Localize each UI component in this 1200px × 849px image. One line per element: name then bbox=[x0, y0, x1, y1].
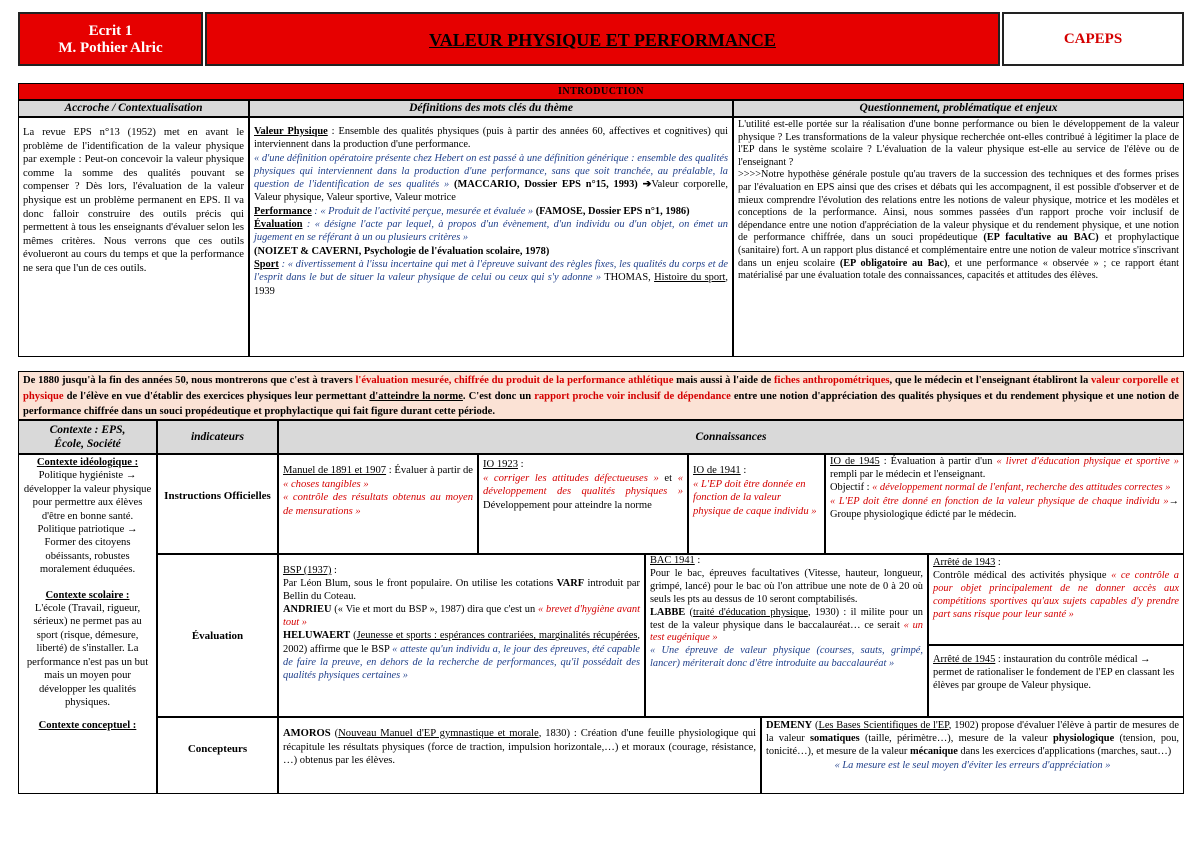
ev2-a: Pour le bac, épreuves facultatives (Vitesse, hauteur, longueur, grimpé, lancé) pour le bac où l'on attribue une note de 0 à 20 où seuls les pts au dessus de 10 seront comptabilisés. bbox=[650, 567, 923, 605]
io4-c: rempli par le médecin et l'enseignant. bbox=[830, 469, 986, 481]
def-vp-after: Valeur corporelle, Valeur physique, Valeur sportive, Valeur motrice bbox=[254, 179, 728, 204]
indicator-io-label: Instructions Officielles bbox=[164, 490, 271, 502]
def-perf-ref: (FAMOSE, Dossier EPS n°1, 1986) bbox=[533, 205, 690, 217]
co1-name: AMOROS bbox=[283, 728, 331, 739]
ev2-f: « Une épreuve de valeur physique (courses, sauts, grimpé, lancer) mériterait donc d'être introduite au baccalauréat » bbox=[650, 645, 923, 670]
io-cell-1945 bbox=[825, 454, 1184, 554]
accroche-text: La revue EPS n°13 (1952) met en avant le problème de l'identification de la valeur physique par exemple : Peut-on concevoir la valeur physique comme la somme des qualités pouvant se compenser ? Dès lors, l'évaluation de la valeur physique est un problème permanent en EPS. Il va donc falloir construire des outils précis qui permettent à tous les enseignants d'évaluer selon les mêmes critères. Nous verrons que ces outils évolueront au cours du temps et que la performance ne sera que l'un de ces outils. bbox=[23, 127, 244, 274]
ctx-conc-title: Contexte conceptuel : bbox=[38, 720, 137, 732]
eval-cell-1943: Arrêté de 1943 : Contrôle médical des activités physique « ce contrôle a pour objet principalement de ne donner accès aux compétitions sportives qu'aux sujets capables d'y prendre part sans risque pour leur santé » bbox=[928, 554, 1184, 645]
period-d: mais aussi à l'aide de bbox=[673, 375, 774, 386]
ev3-a: Contrôle médical des activités physique bbox=[933, 570, 1112, 581]
head-context-line1: Contexte : EPS, bbox=[49, 424, 126, 436]
period-c: performance athlétique bbox=[567, 375, 674, 386]
ev1-g: HELUWAERT bbox=[283, 630, 351, 642]
intro-col1-head: Accroche / Contextualisation bbox=[18, 100, 249, 117]
ctx-scol-text: L'école (Travail, rigueur, sérieux) ne permet pas au sport (risque, démesure, liberté) de s'installer. La performance n'est pas un but mais un moyen pour développer les qualités physiques. bbox=[26, 603, 149, 708]
ev1-j: « atteste qu'un individu a, le jour des épreuves, été capable de faire la preuve, en dehors de la recherche de performances, qu'il possédait des qualités physiques certaines » bbox=[283, 643, 640, 681]
ev1-a: Par Léon Blum, sous le front populaire. On utilise les cotations bbox=[283, 578, 557, 590]
grid-head-connaissances bbox=[278, 420, 1184, 454]
io3-a: « L'EP doit être donnée en fonction de la valeur physique de caque individu » bbox=[693, 478, 817, 517]
io2-b: et bbox=[658, 472, 678, 484]
co2-h: « La mesure est le seul moyen d'éviter les erreurs d'appréciation » bbox=[834, 759, 1111, 771]
intro-definitions bbox=[249, 117, 733, 357]
ev2-d: , 1930) : il milite pour un test de la valeur physique dans le baccalauréat… ce serait bbox=[650, 606, 924, 631]
period-f: , que le médecin et l'enseignant établiront la bbox=[889, 375, 1091, 386]
co2-d: physiologique bbox=[1052, 733, 1115, 745]
hypothesis-c: et prophylactique (sanitaire) fort. A un rapport plus distancé et complémentaire entre une notion de valeur motrice s'inscrivant dans un enjeu scolaire bbox=[738, 232, 1179, 269]
ev1-title: BSP (1937) bbox=[283, 565, 332, 576]
eval-cell-1945 bbox=[928, 645, 1184, 717]
page-title: VALEUR PHYSIQUE ET PERFORMANCE bbox=[429, 30, 776, 50]
ev1-e: (« Vie et mort du BSP », 1987) dira que c'est un bbox=[331, 604, 539, 616]
ev4-a: : instauration du contrôle médical → permet de rationaliser le fondement de l'EP en classant les élèves par groupe de Valeur physique. bbox=[933, 654, 1175, 691]
def-sport-ref-c: , 1939 bbox=[254, 272, 729, 297]
io2-d: Développement pour atteindre la norme bbox=[483, 499, 652, 511]
def-vp-text: : Ensemble des qualités physiques (puis à partir des années 60, affectives et cognitives) qui interviennent dans la production d'une performance. bbox=[254, 126, 729, 151]
hypothesis-b: (EP facultative au BAC) bbox=[983, 232, 1099, 244]
indicator-io bbox=[157, 454, 278, 554]
indicator-conc-label: Concepteurs bbox=[187, 743, 248, 755]
def-sport-term: Sport bbox=[254, 258, 279, 270]
indicator-eval-label: Évaluation bbox=[191, 630, 244, 642]
io-cell-1891 bbox=[278, 454, 478, 554]
intro-col2-head: Définitions des mots clés du thème bbox=[249, 100, 733, 117]
intro-col3-head: Questionnement, problématique et enjeux bbox=[733, 100, 1184, 117]
ctx-ideo-1: Politique hygiéniste → développer la valeur physique pour permettre aux élèves d'être en bonne santé. bbox=[23, 470, 152, 522]
intro-title-bar bbox=[18, 83, 1184, 100]
grid-head-indicateurs bbox=[157, 420, 278, 454]
ev2-e: « un test eugénique » bbox=[650, 619, 923, 644]
question-text: L'utilité est-elle portée sur la réalisation d'une bonne performance ou bien le développement de la valeur physique ? Les transformations de la valeur physique recherchée ont-elles contribué à légitimer la place de l'EP dans le système scolaire ? L'évaluation de la valeur physique est-elle au service de l'élève ou de l'enseignant ? bbox=[738, 119, 1179, 168]
concepteur-amoros: AMOROS (Nouveau Manuel d'EP gymnastique et morale, 1830) : Création d'une feuille physiologique qui récapitule les résultats physiques (force de traction, impulsion horizontale,…) et moraux (courage, résistance, …) obtenus par les élèves. bbox=[278, 717, 761, 794]
def-eval-ref: (NOIZET & CAVERNI, Psychologie de l'évaluation scolaire, 1978) bbox=[254, 245, 550, 257]
period-k: rapport proche voir inclusif de dépendance bbox=[534, 390, 731, 402]
ctx-ideo-title: Contexte idéologique : bbox=[36, 457, 139, 468]
ctx-ideo-2: Politique patriotique → Former des citoyens obéissants, robustes moralement éduquées. bbox=[37, 524, 138, 576]
io4-f: « L'EP doit être donné en fonction de la valeur physique de chaque individu » bbox=[830, 495, 1169, 507]
io-cell-1941: IO de 1941 : « L'EP doit être donnée en fonction de la valeur physique de caque individu » bbox=[688, 454, 825, 554]
period-b: l'évaluation mesurée, chiffrée du produit de la bbox=[355, 375, 568, 386]
period-banner bbox=[18, 371, 1184, 420]
ev2-c: traité d'éducation physique bbox=[693, 606, 808, 618]
ev3-b: « ce contrôle a pour objet principalement de ne donner accès aux compétitions sportives qu'aux sujets capables d'y prendre part sans risque pour leur santé » bbox=[933, 570, 1179, 620]
io4-b: « livret d'éducation physique et sportive » bbox=[996, 456, 1179, 467]
grid-head-context bbox=[18, 420, 157, 454]
concepteur-demeny: DEMENY (Les Bases Scientifiques de l'EP, 1902) propose d'évaluer l'élève à partir de mesures de la valeur somatiques (taille, périmètre…), mesure de la valeur physiologique (tension, pou, tonicité…), et mesure de la valeur mécanique dans les exercices d'applications (marches, saut…) « La mesure est le seul moyen d'éviter les erreurs d'appréciation » bbox=[761, 717, 1184, 794]
ev1-d: ANDRIEU bbox=[283, 604, 332, 616]
intro-title: INTRODUCTION bbox=[557, 86, 644, 97]
head-indicateurs: indicateurs bbox=[190, 431, 245, 443]
intro-accroche bbox=[18, 117, 249, 357]
io2-a: « corriger les attitudes défectueuses » bbox=[483, 472, 659, 484]
eval-cell-bac: BAC 1941 : Pour le bac, épreuves facultatives (Vitesse, hauteur, longueur, grimpé, lancé) pour le bac où l'on attribue une note de 0 à 20 où seuls les pts au dessus de 10 seront comptabilisés. LABBE (traité d'éducation physique, 1930) : il milite pour un test de la valeur physique dans le baccalauréat… ce serait « un test eugénique » « Une épreuve de valeur physique (courses, sauts, grimpé, lancer) mériterait donc d'être introduite au baccalauréat » bbox=[645, 554, 928, 717]
def-vp-quote: « d'une définition opératoire présente chez Hebert on est passé à une définition générique : ensemble des qualités physiques qui interviennent dans la production d'une performance, sans que soit tranchée, au préalable, la question de l'identification de ses qualités » bbox=[254, 152, 728, 191]
ev1-c: introduit par Bellin du Coteau. bbox=[283, 578, 640, 603]
io1-title: Manuel de 1891 et 1907 bbox=[283, 465, 387, 476]
indicator-concepteurs bbox=[157, 717, 278, 794]
io1-c: « contrôle des résultats obtenus au moyen de mensurations » bbox=[283, 492, 473, 517]
def-perf-quote: : « Produit de l'activité perçue, mesurée et évaluée » bbox=[311, 205, 534, 217]
header-course: Ecrit 1 bbox=[88, 23, 133, 39]
io-cell-1923: IO 1923 : « corriger les attitudes défectueuses » et « développement des qualités physiques » Développement pour atteindre la norme bbox=[478, 454, 688, 554]
ev2-b: LABBE bbox=[650, 606, 686, 618]
header-right-box bbox=[1002, 12, 1184, 66]
io2-c: « développement des qualités physiques » bbox=[483, 472, 683, 498]
period-a: De 1880 jusqu'à la fin des années 50, nous montrerons que c'est à travers bbox=[23, 375, 356, 386]
period-l: entre une notion d'appréciation des qualités physiques et du rendement physique et une notion de performance chiffrée dans un souci propédeutique et prophylactique qui fait figure durant cette période. bbox=[23, 390, 1179, 417]
header-exam: CAPEPS bbox=[1063, 31, 1123, 47]
period-g: valeur corporelle et physique bbox=[23, 375, 1180, 402]
ev1-b: VARF bbox=[556, 578, 585, 590]
ev1-f: « brevet d'hygiène avant tout » bbox=[283, 604, 641, 629]
period-e: fiches anthropométriques bbox=[773, 375, 890, 386]
ctx-scol-title: Contexte scolaire : bbox=[45, 589, 130, 601]
co2-g: dans les exercices d'applications (marches, saut…) bbox=[957, 746, 1172, 758]
io4-title: IO de 1945 bbox=[830, 456, 880, 467]
io3-title: IO de 1941 bbox=[693, 465, 741, 476]
header-title-box bbox=[205, 12, 1000, 66]
co1-a: , 1830) : Création d'une feuille physiologique qui récapitule les résultats physiques (force de traction, impulsion horizontale,…) et moraux (courage, résistance, …) obtenus par les élèves. bbox=[283, 728, 757, 767]
io2-title: IO 1923 bbox=[483, 459, 519, 470]
header-left-box bbox=[18, 12, 203, 66]
arrow-icon: ➔ bbox=[642, 179, 652, 191]
def-eval-quote: : « désigne l'acte par lequel, à propos d'un évènement, d'un individu ou d'un objet, on émet un jugement en se référant à un ou plusieurs critères » bbox=[254, 219, 728, 244]
io4-d: Objectif : bbox=[830, 482, 873, 494]
eval-cell-bsp: BSP (1937) : Par Léon Blum, sous le front populaire. On utilise les cotations VARF introduit par Bellin du Coteau. ANDRIEU (« Vie et mort du BSP », 1987) dira que c'est un « brevet d'hygiène avant tout » HELUWAERT (Jeunesse et sports : espérances contrariées, marginalités récupérées, 2002) affirme que le BSP « atteste qu'un individu a, le jour des épreuves, été capable de faire la preuve, en dehors de la recherche de performances, qu'il possédait des qualités physiques certaines » bbox=[278, 554, 645, 717]
def-sport-ref-a: THOMAS, bbox=[601, 272, 655, 284]
ev3-title: Arrêté de 1943 bbox=[933, 557, 996, 568]
io4-e: « développement normal de l'enfant, recherche des attitudes correctes » bbox=[872, 482, 1171, 494]
co1-book: Nouveau Manuel d'EP gymnastique et morale bbox=[338, 728, 539, 739]
co2-f: mécanique bbox=[909, 746, 958, 758]
hypothesis-e: , et une performance « observée » ; ce rapport étant matérialisé par une évaluation totale des connaissances, capacités et attitudes des élèves. bbox=[738, 257, 1179, 282]
co2-c: (taille, périmètre…), mesure de la valeur bbox=[859, 733, 1053, 745]
co2-b: somatiques bbox=[810, 733, 860, 745]
io4-a: : Évaluation à partir d'un bbox=[879, 456, 997, 467]
co2-a: , 1902) propose d'évaluer l'élève à partir de mesures de la valeur bbox=[766, 720, 1179, 745]
co2-book: Les Bases Scientifiques de l'EP bbox=[818, 720, 949, 731]
ev4-title: Arrêté de 1945 bbox=[933, 654, 996, 665]
ev2-title: BAC 1941 bbox=[650, 555, 695, 566]
io4-g: → Groupe physiologique édicté par le médecin. bbox=[830, 495, 1179, 520]
intro-questionnement bbox=[733, 117, 1184, 357]
co2-e: (tension, pou, tonicité…), et mesure de la valeur bbox=[766, 733, 1179, 758]
period-j: . C'est donc un bbox=[462, 390, 535, 402]
header-author: M. Pothier Alric bbox=[58, 40, 163, 56]
io1-b: « choses tangibles » bbox=[283, 478, 369, 490]
def-sport-ref-b: Histoire du sport bbox=[654, 272, 726, 284]
context-column bbox=[18, 454, 157, 794]
def-sport-quote: : « divertissement à l'issu incertaine qui met à l'épreuve suivant des règles fixes, les qualités du corps et de l'esprit dans le but de situer la valeur physique de celui ou ceux qui s'y adonne » bbox=[254, 258, 728, 284]
ev1-i: , 2002) affirme que le BSP bbox=[283, 630, 640, 655]
indicator-eval bbox=[157, 554, 278, 717]
io1-a: : Évaluer à partir de bbox=[386, 465, 473, 476]
def-eval-term: Évaluation bbox=[254, 219, 303, 231]
head-context-line2: École, Société bbox=[54, 438, 121, 450]
ev1-h: Jeunesse et sports : espérances contrariées, marginalités récupérées bbox=[356, 630, 638, 642]
def-perf-term: Performance bbox=[254, 205, 312, 217]
period-h: de l'élève en vue d'établir des exercices physiques leur permettant bbox=[63, 390, 370, 402]
head-connaissances: Connaissances bbox=[695, 431, 767, 443]
hypothesis-a: >>>>Notre hypothèse générale postule qu'au travers de la succession des techniques et des formes prises par l'évaluation en EPS ainsi que des crises et débats qui les accompagnent, il est possible d'observer et de mieux comprendre l'évolution des relations entre les notions de valeur physique, motrice et les modèles et conceptions de la performance. Ainsi, nous sommes passées d'un rapport proche voir inclusif de dépendance entre une notion d'appréciation de la valeur physique et du rendement physique, et une notion de performance chiffrée, dans un souci propédeutique bbox=[738, 169, 1179, 244]
co2-name: DEMENY bbox=[766, 720, 813, 731]
def-vp-ref: (MACCARIO, Dossier EPS n°15, 1993) bbox=[449, 179, 643, 191]
hypothesis-d: (EP obligatoire au Bac) bbox=[839, 257, 948, 269]
period-i: d'atteindre la norme bbox=[369, 390, 463, 402]
def-vp-term: Valeur Physique bbox=[254, 126, 328, 137]
